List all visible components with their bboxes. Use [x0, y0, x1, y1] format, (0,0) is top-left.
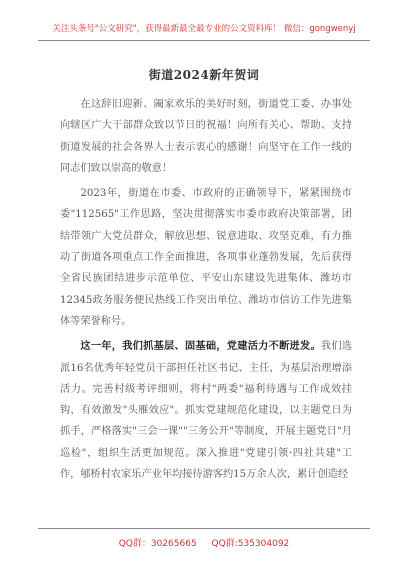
footer-qq-group-1: QQ群：30265665 — [118, 539, 197, 549]
document-body — [60, 94, 352, 485]
header-promo-note: 关注头条号"公文研究"，获得最新最全最专业的公文资料库！ 微信：gongwenyj — [52, 24, 356, 34]
header-divider — [38, 40, 370, 41]
paragraph-text: 在这辞旧迎新、阖家欢乐的美好时刻，街道党工委、办事处向辖区广大干部群众致以节日的祝福！向所有关心、帮助、支持街道发展的社会各界人士表示衷心的感谢！向坚守在工作一线的同志们致以崇高的敬意！ — [60, 99, 352, 174]
footer-divider — [38, 528, 370, 529]
document-title: 街道2024新年贺词 — [148, 68, 260, 82]
paragraph-text: 我们选派16名优秀年轻党员干部担任社区书记、主任，为基层治理增添活力。完善村级考评细则，将村"两委"福利待遇与工作成效挂钩，有效激发"头雁效应"。抓实党建规范化建设，以主题党日为抓手，严格落实"三会一课""三务公开"等制度，开展主题党日"月巡检"，组织生活更加规范。深入推进"党建引领·四社共建"工作，郇桥村农家乐产业年均接待游客约15万余人次，累计创造经 — [60, 341, 353, 481]
paragraph-text: 2023年，街道在市委、市政府的正确领导下，紧紧围绕市委"112565"工作思路，坚决贯彻落实市委市政府决策部署，团结带领广大党员群众，解放思想、锐意进取、攻坚克难，有力推动了街道各项重点工作全面推进，各项事业蓬勃发展，先后获得全省民族团结进步示范单位、平安山东建设先进集体、潍坊市12345政务服务便民热线工作突出单位、潍坊市信访工作先进集体等荣誉称号。 — [60, 188, 352, 327]
footer-qq-group-2: QQ群:535304092 — [211, 539, 290, 549]
footer-contacts — [0, 536, 408, 549]
paragraph-review-2023 — [60, 183, 352, 332]
paragraph-greeting — [60, 94, 352, 179]
paragraph-party-building — [60, 336, 352, 485]
paragraph-lead: 这一年，我们抓基层、固基础，党建活力不断迸发。 — [80, 340, 321, 353]
